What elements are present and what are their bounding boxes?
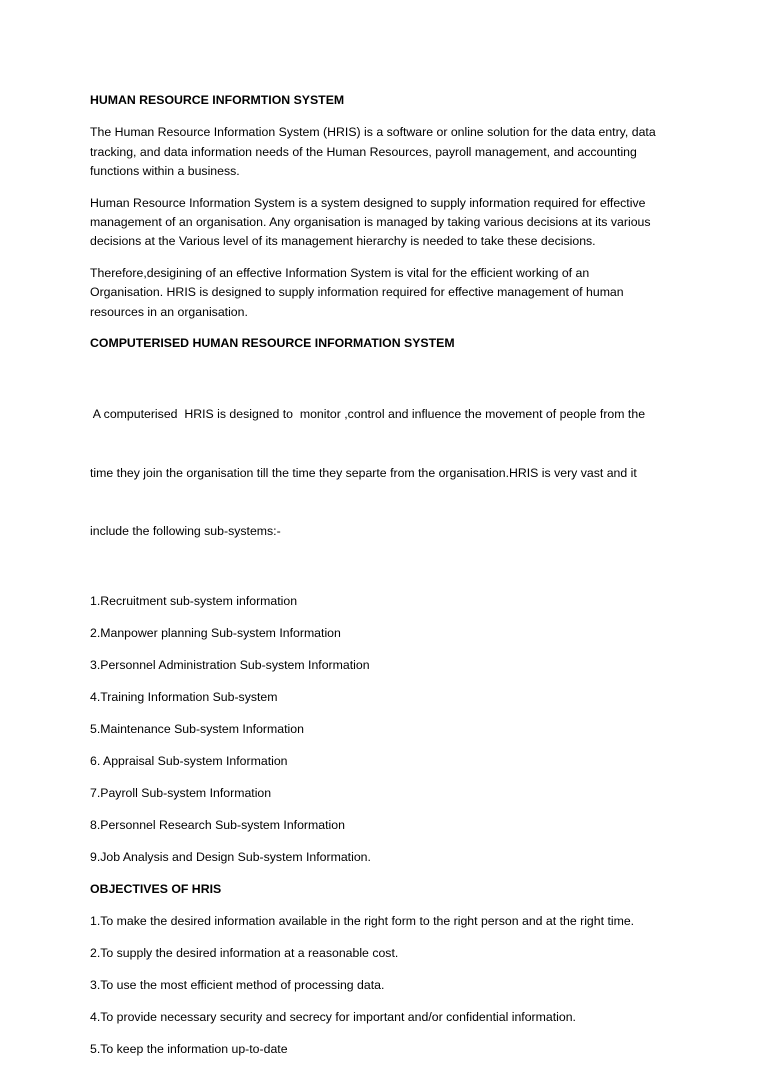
document-body bbox=[90, 91, 690, 1072]
list-item: 4.Training Information Sub-system bbox=[90, 689, 278, 704]
text-line: resources in an organisation. bbox=[90, 304, 248, 319]
section-heading-computerised-hris: COMPUTERISED HUMAN RESOURCE INFORMATION SYSTEM bbox=[90, 336, 455, 351]
text-line: include the following sub-systems:- bbox=[90, 523, 281, 538]
list-item: 3.To use the most efficient method of processing data. bbox=[90, 978, 385, 993]
intro-paragraph-3 bbox=[90, 264, 690, 322]
list-item: 7.Payroll Sub-system Information bbox=[90, 785, 272, 800]
subsystem-list bbox=[90, 592, 690, 867]
text-line: Therefore,desigining of an effective Information System is vital for the efficient working of an bbox=[90, 265, 590, 280]
list-item: 4.To provide necessary security and secrecy for important and/or confidential information. bbox=[90, 1010, 576, 1025]
computerised-hris-paragraph bbox=[90, 366, 690, 579]
text-line: Organisation. HRIS is designed to supply information required for effective management of human bbox=[90, 285, 624, 300]
text-line: tracking, and data information needs of the Human Resources, payroll management, and accounting bbox=[90, 144, 637, 159]
list-item: 5.To keep the information up-to-date bbox=[90, 1042, 288, 1057]
document-title: HUMAN RESOURCE INFORMTION SYSTEM bbox=[90, 93, 345, 107]
list-item: 3.Personnel Administration Sub-system Information bbox=[90, 657, 370, 672]
intro-paragraph-1 bbox=[90, 123, 690, 181]
text-line: A computerised HRIS is designed to monitor ,control and influence the movement of people from the bbox=[90, 407, 646, 422]
text-line: The Human Resource Information System (HRIS) is a software or online solution for the data entry, data bbox=[90, 125, 656, 140]
objectives-list bbox=[90, 912, 690, 1059]
text-line: time they join the organisation till the time they separte from the organisation.HRIS is very vast and it bbox=[90, 465, 637, 480]
list-item: 5.Maintenance Sub-system Information bbox=[90, 721, 304, 736]
list-item: 1.Recruitment sub-system information bbox=[90, 593, 298, 608]
list-item: 8.Personnel Research Sub-system Information bbox=[90, 817, 345, 832]
intro-paragraph-2 bbox=[90, 194, 690, 252]
list-item: 6. Appraisal Sub-system Information bbox=[90, 753, 288, 768]
text-line: Human Resource Information System is a system designed to supply information required for effective bbox=[90, 195, 646, 210]
list-item: 9.Job Analysis and Design Sub-system Information. bbox=[90, 849, 371, 864]
text-line: decisions at the Various level of its management hierarchy is needed to take these decisions. bbox=[90, 234, 596, 249]
section-heading-objectives: OBJECTIVES OF HRIS bbox=[90, 881, 222, 896]
list-item: 2.Manpower planning Sub-system Information bbox=[90, 625, 341, 640]
text-line: management of an organisation. Any organisation is managed by taking various decisions at its various bbox=[90, 215, 651, 230]
list-item: 1.To make the desired information available in the right form to the right person and at the right time. bbox=[90, 914, 635, 929]
text-line: functions within a business. bbox=[90, 164, 240, 179]
list-item: 2.To supply the desired information at a reasonable cost. bbox=[90, 946, 399, 961]
